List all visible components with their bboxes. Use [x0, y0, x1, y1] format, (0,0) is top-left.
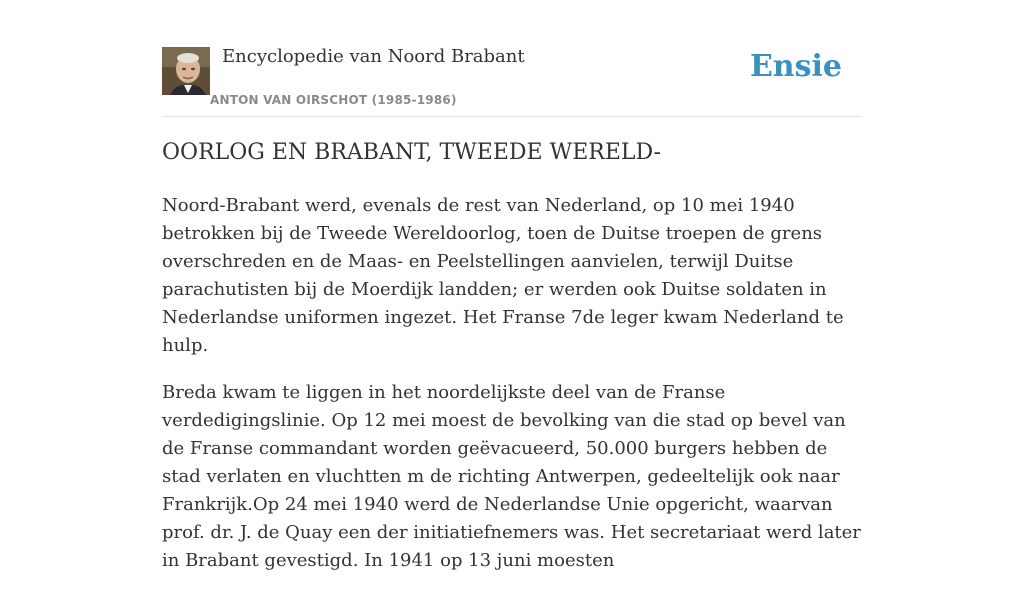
article-paragraph: Noord-Brabant werd, evenals de rest van Nederland, op 10 mei 1940 betrokken bij de Tweede Wereldoorlog, toen de Duitse troepen de grens overschreden en de Maas- en Peelstellingen aanvielen, terwijl Duitse parachutisten bij de Moerdijk landden; er werden ook Duitse soldaten in Nederlandse uniformen ingezet. Het Franse 7de leger kwam Nederland te hulp. — [162, 195, 844, 356]
portrait-image — [162, 47, 210, 95]
author-avatar[interactable] — [162, 47, 210, 95]
article-paragraph: Breda kwam te liggen in het noordelijkste deel van de Franse verdedigingslinie. Op 12 mei moest de bevolking van die stad op bevel van de Franse commandant worden geëvacueerd, 50.000 burgers hebben de stad verlaten en vluchtten m de richting Antwerpen, gedeeltelijk ook naar Frankrijk.Op 24 mei 1940 werd de Nederlandse Unie opgericht, waarvan prof. dr. J. de Quay een der initiatiefnemers was. Het secretariaat werd later in Brabant gevestigd. In 1941 op 13 juni moesten — [162, 382, 861, 571]
source-title[interactable]: Encyclopedie van Noord Brabant — [222, 46, 525, 67]
ensie-logo[interactable]: Ensie — [749, 49, 842, 84]
source-header — [162, 44, 862, 117]
article-title: OORLOG EN BRABANT, TWEEDE WERELD- — [162, 140, 661, 165]
article-body — [162, 192, 868, 594]
author-name[interactable]: ANTON VAN OIRSCHOT (1985-1986) — [210, 93, 457, 107]
